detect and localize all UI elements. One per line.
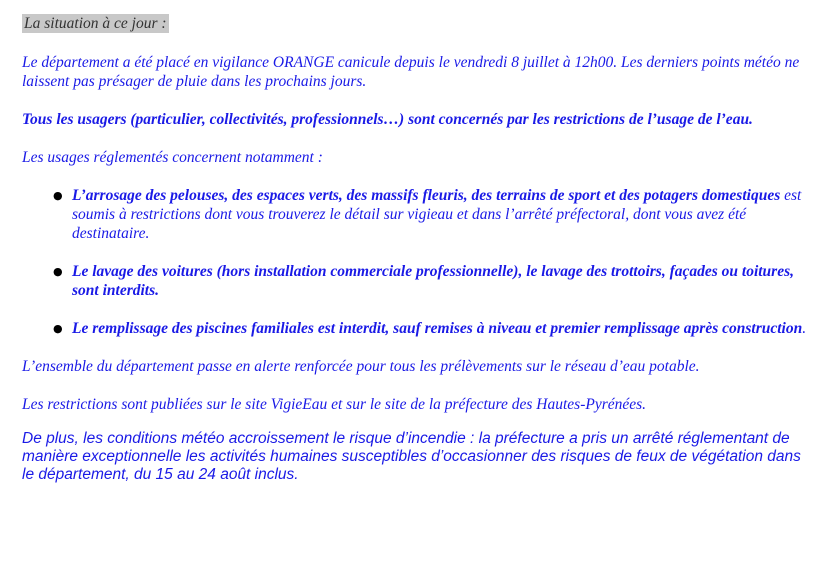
list-item-pools (53, 319, 812, 338)
document-body (22, 14, 812, 484)
restrictions-published-paragraph: Les restrictions sont publiées sur le site VigieEau et sur le site de la préfecture des Hautes-Pyrénées. (22, 396, 647, 413)
vigilance-paragraph: Le département a été placé en vigilance ORANGE canicule depuis le vendredi 8 juillet à 12h00. Les derniers points météo ne laissent pas présager de pluie dans les prochains jours. (22, 54, 800, 90)
fire-risk-paragraph: De plus, les conditions météo accroissement le risque d’incendie : la préfecture a pris un arrêté réglementant de manière exceptionnelle les activités humaines susceptibles d’occasionner des risques de feux de végétation dans le département, du 15 au 24 août inclus. (22, 430, 801, 483)
list-item-normal-text: . (802, 320, 807, 337)
list-item-normal-text: est soumis à restrictions dont vous trouverez le détail sur vigieau et dans l’arrêté préfectoral, dont vous avez été destinataire. (72, 187, 802, 242)
list-item-watering (53, 186, 812, 243)
users-concerned-paragraph: Tous les usagers (particulier, collectivités, professionnels…) sont concernés par les restrictions de l’usage de l’eau. (22, 111, 753, 128)
regulated-uses-intro: Les usages réglementés concernent notamment : (22, 149, 323, 166)
section-heading: La situation à ce jour : (24, 15, 167, 32)
section-heading-wrapper (22, 14, 812, 33)
list-item-bold-text: Le remplissage des piscines familiales est interdit, sauf remises à niveau et premier remplissage après construction (72, 320, 803, 337)
bullet-icon: ● (53, 265, 63, 278)
regulated-uses-list (22, 186, 812, 338)
list-item-car-washing (53, 262, 812, 300)
bullet-icon: ● (53, 322, 63, 335)
list-item-bold-text: L’arrosage des pelouses, des espaces verts, des massifs fleuris, des terrains de sport et des potagers domestiques (72, 187, 781, 204)
drinking-water-alert-paragraph: L’ensemble du département passe en alerte renforcée pour tous les prélèvements sur le réseau d’eau potable. (22, 358, 700, 375)
list-item-bold-text: Le lavage des voitures (hors installation commerciale professionnelle), le lavage des trottoirs, façades ou toitures, sont interdits. (72, 263, 794, 299)
bullet-icon: ● (53, 189, 63, 202)
